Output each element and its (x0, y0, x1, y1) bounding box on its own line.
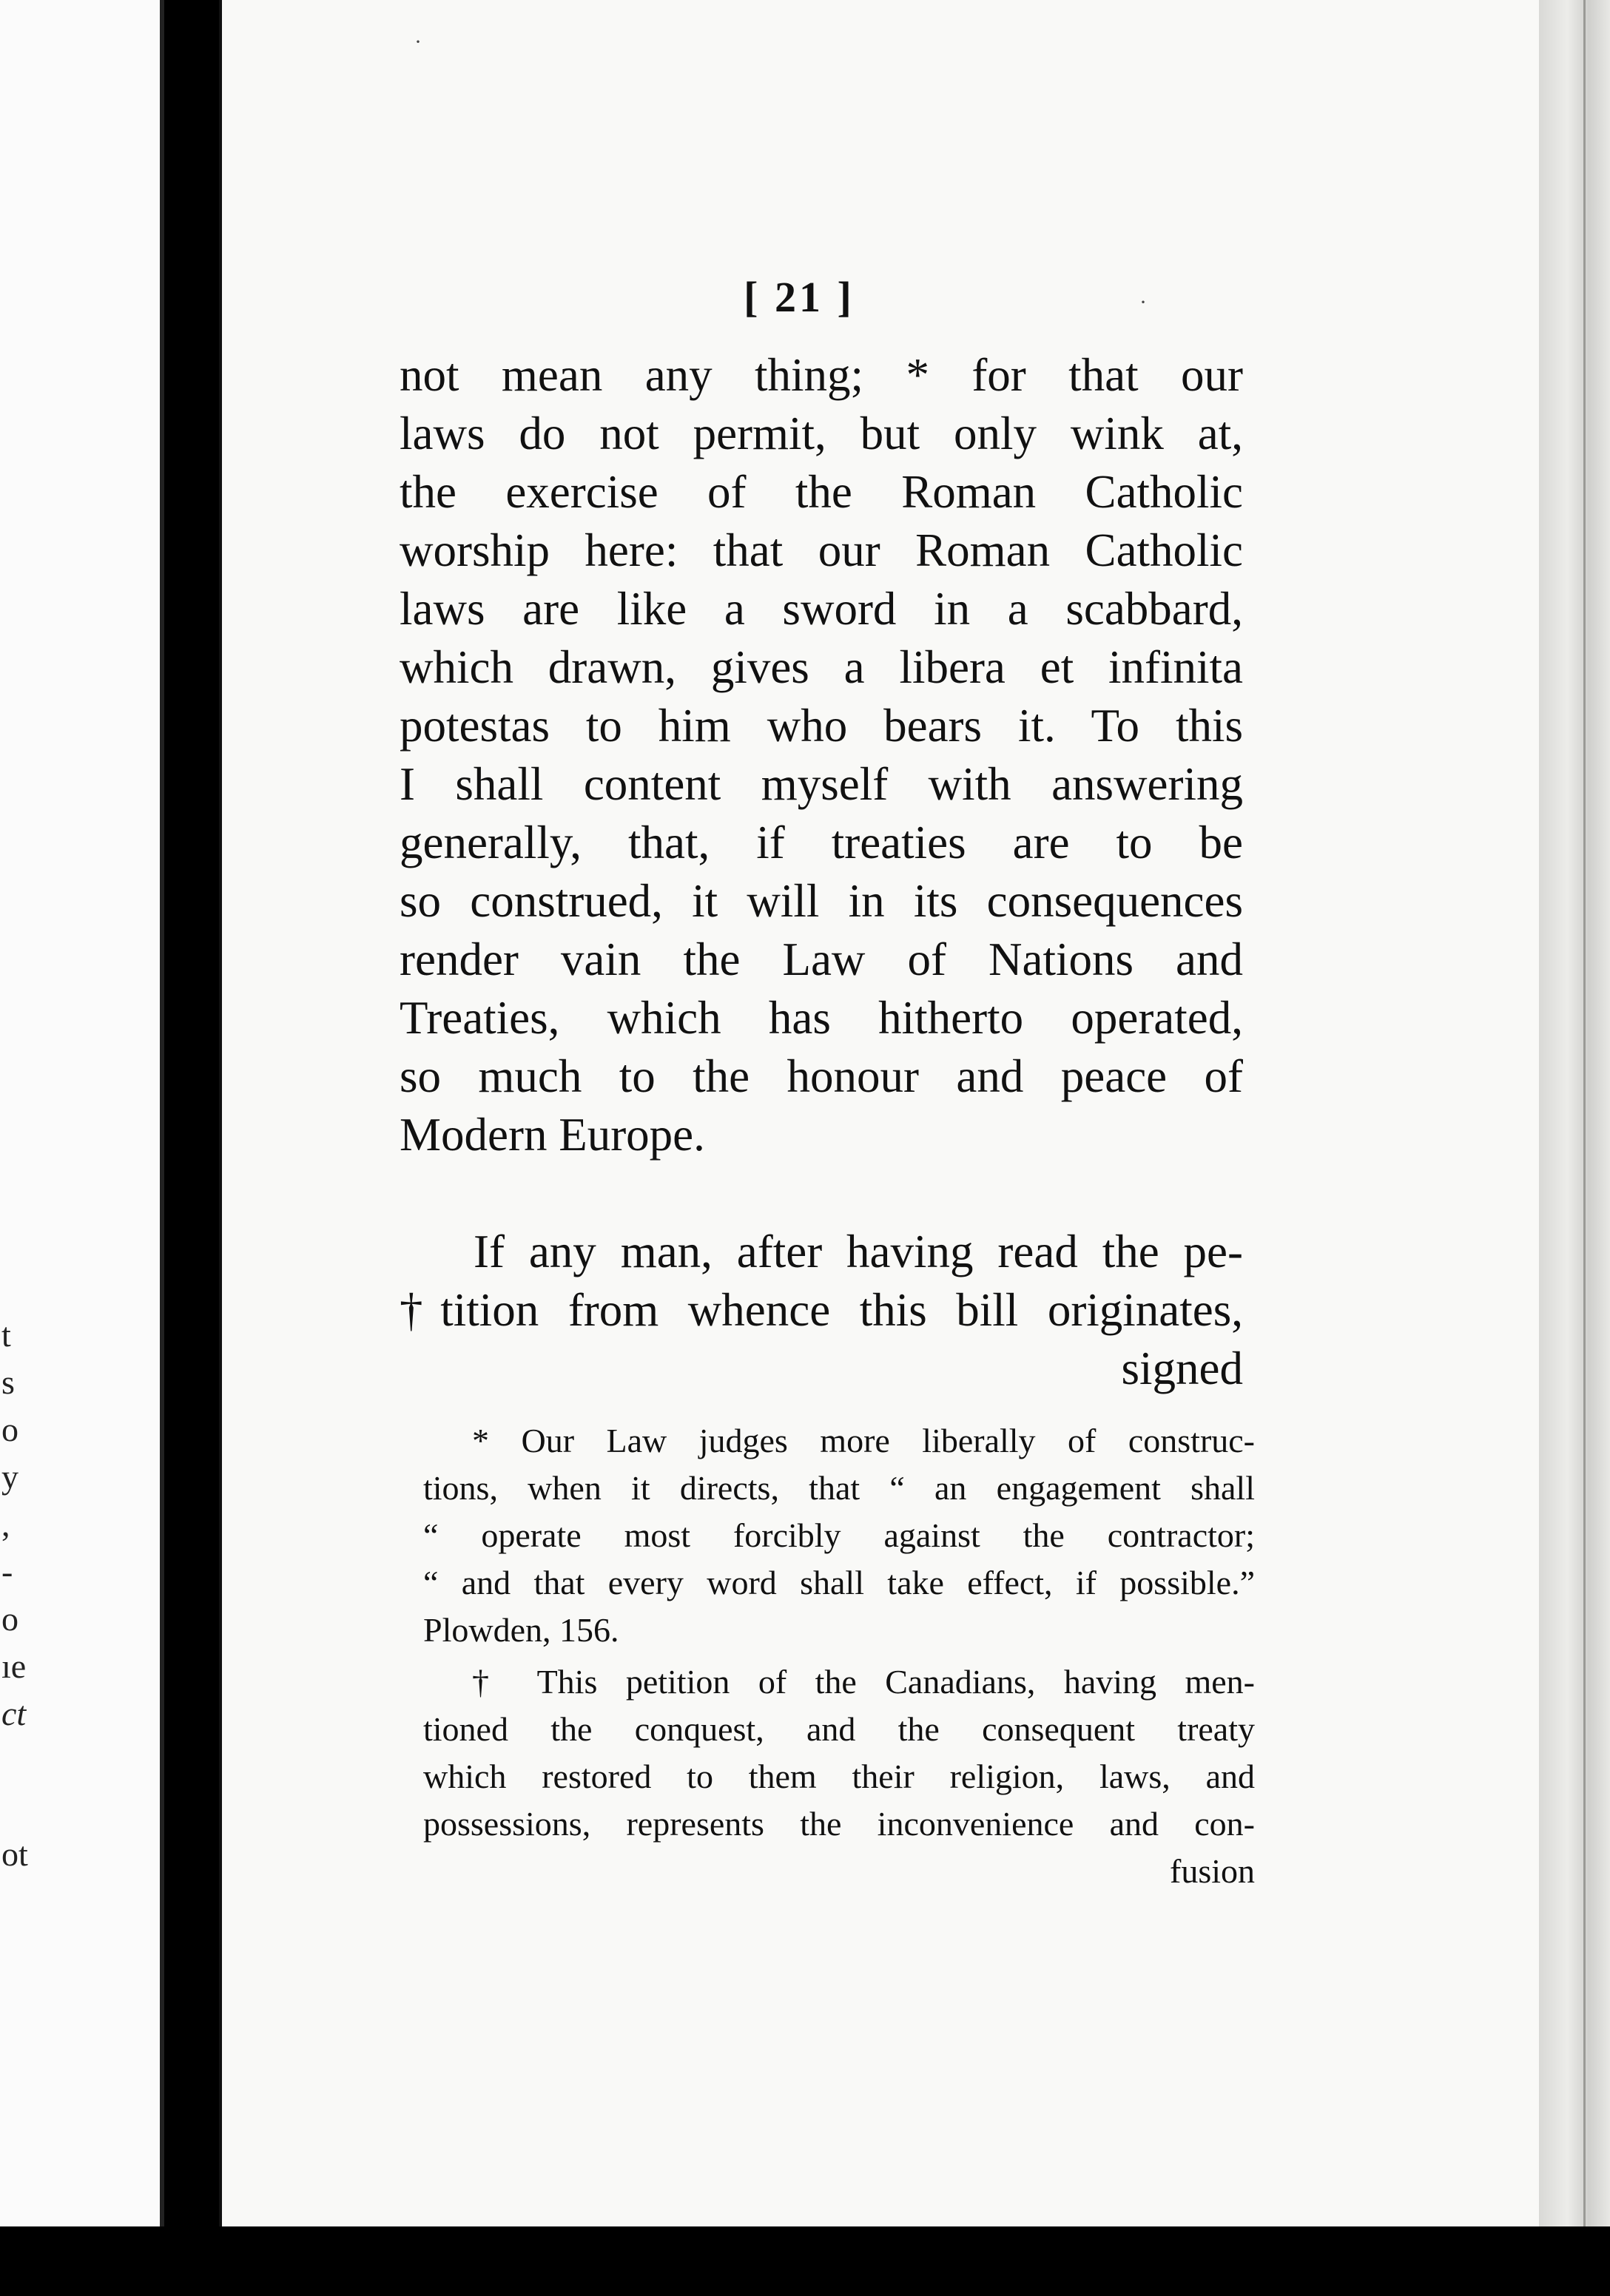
footnote-line: which restored to them their religion, laws, and (423, 1758, 1255, 1795)
footnote-line: tioned the conquest, and the consequent treaty (423, 1710, 1255, 1748)
page-number-header: [ 21 ] (744, 273, 855, 321)
footnotes (423, 1417, 1255, 1895)
text-line: not mean any thing; * for that our (400, 349, 1243, 401)
footnote-line: † This petition of the Canadians, having men- (472, 1663, 1255, 1701)
left-page-char: y (1, 1458, 18, 1496)
left-page-char: - (1, 1553, 13, 1590)
speck-mark: · (1139, 290, 1147, 314)
text-line: which drawn, gives a libera et infinita (400, 641, 1243, 693)
text-line: potestas to him who bears it. To this (400, 700, 1243, 752)
text-line: I shall content myself with answering (400, 758, 1243, 810)
text-line: Treaties, which has hitherto operated, (400, 992, 1243, 1044)
text-line: worship here: that our Roman Catholic (400, 524, 1243, 576)
footnote-line: tions, when it directs, that “ an engagement shall (423, 1469, 1255, 1507)
text-line: laws are like a sword in a scabbard, (400, 583, 1243, 635)
text-line: If any man, after having read the pe- (474, 1226, 1243, 1277)
catchword: signed (1121, 1343, 1243, 1394)
text-line: the exercise of the Roman Catholic (400, 466, 1243, 518)
body-text (400, 346, 1243, 1398)
footnote-catchword: fusion (1170, 1852, 1255, 1890)
left-page-fragment (0, 0, 164, 2226)
left-page-char: o (1, 1600, 18, 1638)
left-page-char: ot (1, 1835, 28, 1873)
page-edge-shadow (1539, 0, 1610, 2226)
footnote-line: possessions, represents the inconvenience and con- (423, 1805, 1255, 1843)
text-line: generally, that, if treaties are to be (400, 817, 1243, 868)
footnote-line: * Our Law judges more liberally of construc- (472, 1422, 1255, 1459)
text-line: render vain the Law of Nations and (400, 933, 1243, 985)
footnote-line: “ operate most forcibly against the contractor; (423, 1516, 1255, 1554)
text-line: so much to the honour and peace of (400, 1050, 1243, 1102)
page-edge-line (1583, 0, 1586, 2226)
footnote-line: “ and that every word shall take effect, if possible.” (423, 1564, 1255, 1601)
speck-mark: · (414, 30, 422, 54)
text-line: Modern Europe. (400, 1109, 705, 1161)
left-page-char: , (1, 1505, 10, 1543)
text-line: †tition from whence this bill originates, (400, 1284, 1243, 1336)
left-page-char: t (1, 1316, 11, 1354)
text-line: so construed, it will in its consequences (400, 875, 1243, 927)
left-page-char: o (1, 1411, 18, 1448)
left-page-char: ct (1, 1695, 27, 1732)
left-page-char: ıe (1, 1647, 27, 1685)
text-line: laws do not permit, but only wink at, (400, 408, 1243, 459)
left-page-char: s (1, 1363, 15, 1401)
footnote-line: Plowden, 156. (423, 1611, 619, 1649)
